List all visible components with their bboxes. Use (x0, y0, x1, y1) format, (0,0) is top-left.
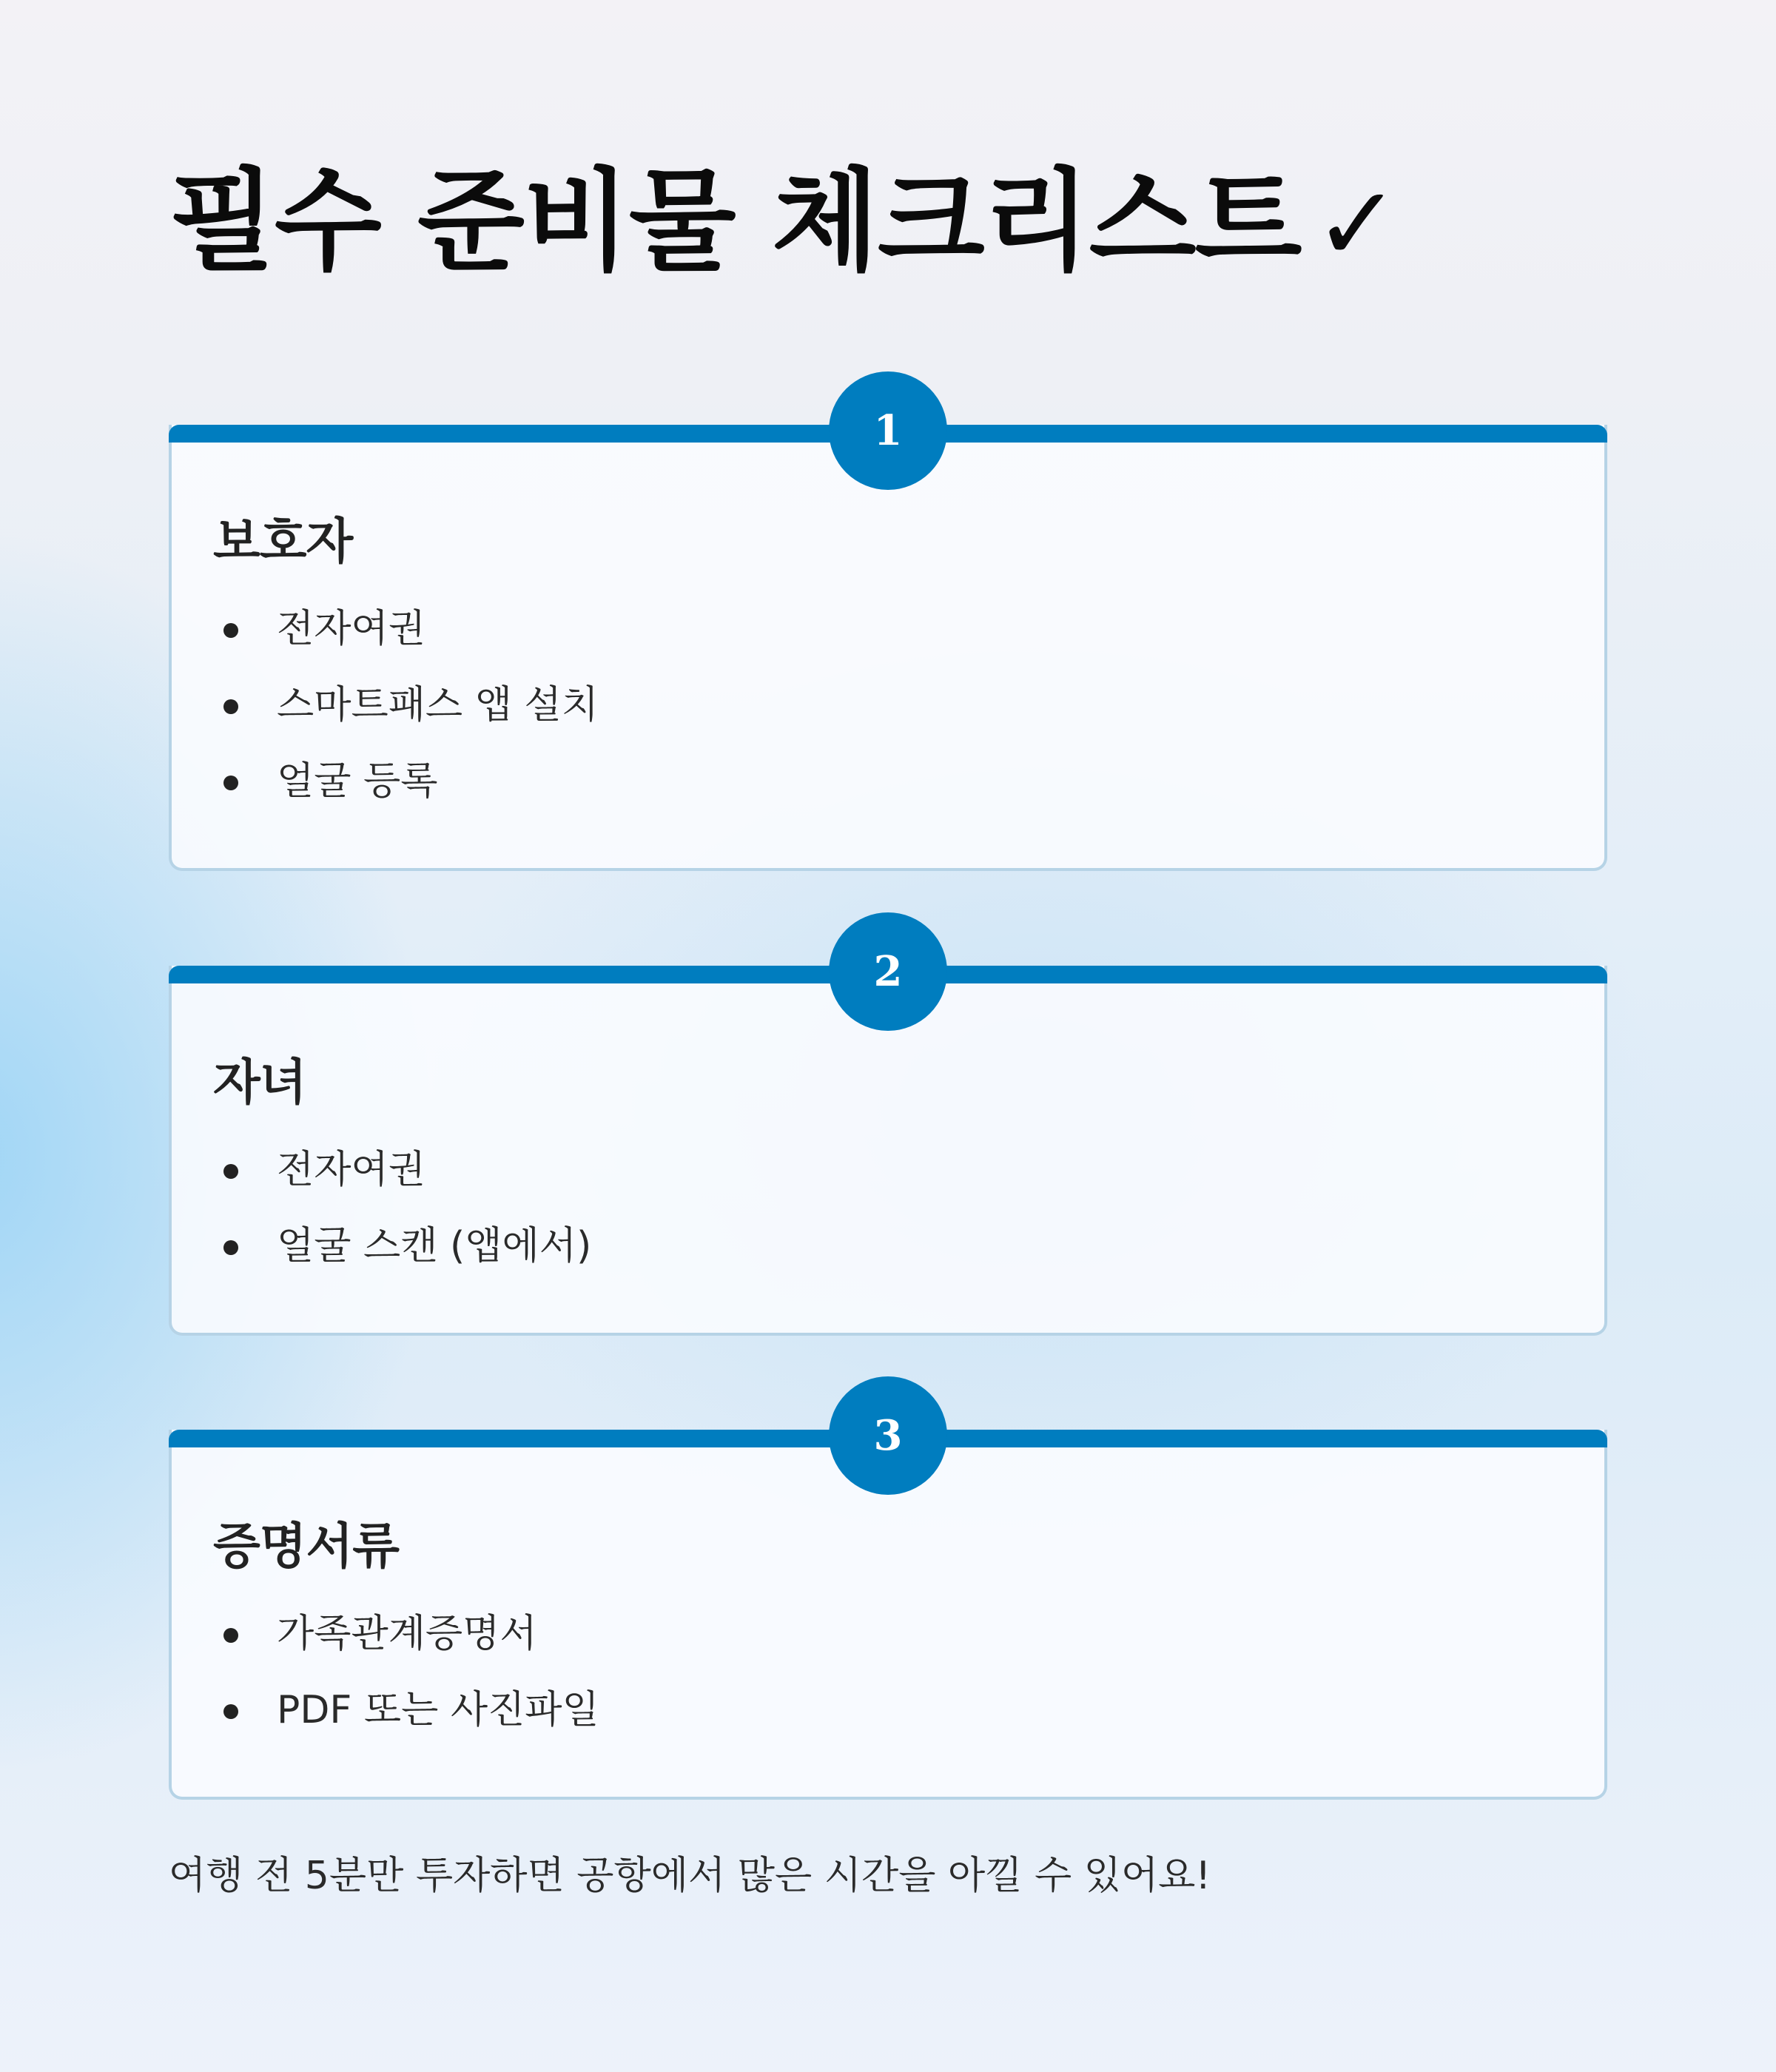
checklist (213, 1148, 591, 1300)
checklist-item (213, 1148, 591, 1224)
checklist-item (213, 607, 599, 683)
checklist-item-label: 전자여권 (277, 607, 426, 651)
card-heading: 보호자 (213, 513, 353, 570)
bullet-icon (223, 1240, 238, 1255)
page-title-text: 필수 준비물 체크리스트 (169, 158, 1301, 286)
checklist-item-label: 얼굴 등록 (277, 759, 438, 804)
bullet-icon (223, 1628, 238, 1643)
checklist (213, 1612, 599, 1764)
bullet-icon (223, 1164, 238, 1179)
checkmark-icon: ✓ (1314, 164, 1399, 285)
footer-note: 여행 전 5분만 투자하면 공항에서 많은 시간을 아낄 수 있어요! (169, 1854, 1211, 1898)
checklist-item-label: 스마트패스 앱 설치 (277, 683, 599, 727)
page-title (169, 155, 1399, 292)
checklist-item (213, 1224, 591, 1300)
checklist-item-label: 얼굴 스캔 (앱에서) (277, 1224, 592, 1268)
checklist-item-label: PDF 또는 사진파일 (277, 1688, 599, 1732)
step-number-badge: 1 (829, 371, 947, 490)
card-heading: 자녀 (213, 1054, 306, 1111)
checklist-item (213, 1612, 599, 1688)
checklist-item (213, 1688, 599, 1764)
checklist-card-documents (169, 1411, 1607, 1800)
bullet-icon (223, 623, 238, 638)
card-heading: 증명서류 (213, 1518, 400, 1575)
bullet-icon (223, 776, 238, 790)
checklist-item (213, 759, 599, 835)
checklist (213, 607, 599, 835)
bullet-icon (223, 1704, 238, 1719)
bullet-icon (223, 699, 238, 714)
checklist-card-children (169, 947, 1607, 1336)
checklist-card-guardian (169, 406, 1607, 871)
step-number-badge: 3 (829, 1376, 947, 1495)
checklist-item (213, 683, 599, 759)
checklist-item-label: 전자여권 (277, 1148, 426, 1192)
checklist-item-label: 가족관계증명서 (277, 1612, 537, 1656)
step-number-badge: 2 (829, 912, 947, 1031)
